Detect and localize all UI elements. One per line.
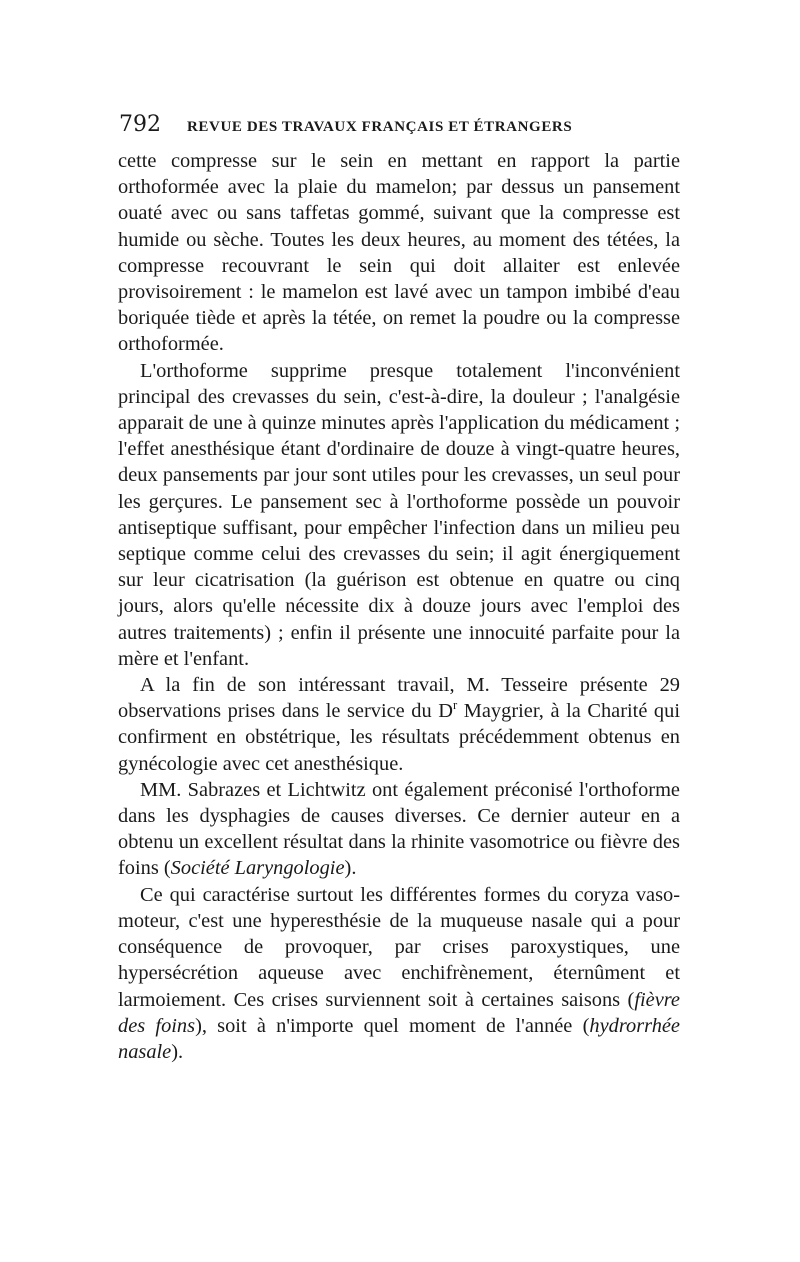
body-text (118, 148, 680, 1065)
superscript-r: r (452, 698, 458, 713)
paragraph-4-text-after: ). (344, 857, 357, 880)
page-number: 792 (119, 112, 161, 137)
citation-italic: Société Laryngologie (170, 857, 345, 880)
paragraph-3-text-before: A la fin de son intéressant travail, M. Tesseire présente 29 observations prises dans le service du D (118, 674, 680, 723)
paragraph-5 (118, 882, 680, 1065)
page-header (119, 112, 679, 137)
paragraph-5-text-middle: ), soit à n'importe quel moment de l'année ( (195, 1014, 590, 1037)
italic-term-1: fièvre des foins (118, 988, 680, 1037)
paragraph-5-text-after: ). (171, 1040, 184, 1063)
paragraph-1: cette compresse sur le sein en mettant en rapport la partie orthoformée avec la plaie du mamelon; par dessus un pansement ouaté avec ou sans taffetas gommé, suivant que la compresse est humide ou sèche. Toutes les deux heures, au moment des tétées, la compresse recouvrant le sein qui doit allaiter est enlevée provisoirement : le mamelon est lavé avec un tampon imbibé d'eau boriquée tiède et après la tétée, on remet la poudre ou la compresse orthoformée. (118, 150, 680, 356)
paragraph-5-text-before: Ce qui caractérise surtout les différentes formes du coryza vaso-moteur, c'est une hyperesthésie de la muqueuse nasale qui a pour conséquence de provoquer, par crises paroxystiques, une hypersécrétion aqueuse avec enchifrènement, éternûment et larmoiement. Ces crises surviennent soit à certaines saisons ( (118, 883, 680, 1011)
paragraph-4-text-before: MM. Sabrazes et Lichtwitz ont également préconisé l'orthoforme dans les dysphagies de causes diverses. Ce dernier auteur en a obtenu un excellent résultat dans la rhinite vasomotrice ou fièvre des foins ( (118, 778, 680, 880)
running-title: REVUE DES TRAVAUX FRANÇAIS ET ÉTRANGERS (187, 119, 573, 135)
paragraph-4 (118, 777, 680, 882)
italic-term-2: hydrorrhée nasale (118, 1014, 680, 1063)
paragraph-2: L'orthoforme supprime presque totalement l'inconvénient principal des crevasses du sein, c'est-à-dire, la douleur ; l'analgésie apparait de une à quinze minutes après l'application du médicament ; l'effet anesthésique étant d'ordinaire de douze à vingt-quatre heures, deux pansements par jour sont utiles pour les crevasses, un seul pour les gerçures. Le pansement sec à l'orthoforme possède un pouvoir antiseptique suffisant, pour empêcher l'infection dans un milieu peu septique comme celui des crevasses du sein; il agit énergiquement sur leur cicatrisation (la guérison est obtenue en quatre ou cinq jours, alors qu'elle nécessite dix à douze jours avec l'emploi des autres traitements) ; enfin il présente une innocuité parfaite pour la mère et l'enfant. (118, 359, 680, 670)
paragraph-3-text-after: Maygrier, à la Charité qui confirment en obstétrique, les résultats précédemment obtenus en gynécologie avec cet anesthésique. (118, 700, 680, 775)
paragraph-3 (118, 672, 680, 777)
